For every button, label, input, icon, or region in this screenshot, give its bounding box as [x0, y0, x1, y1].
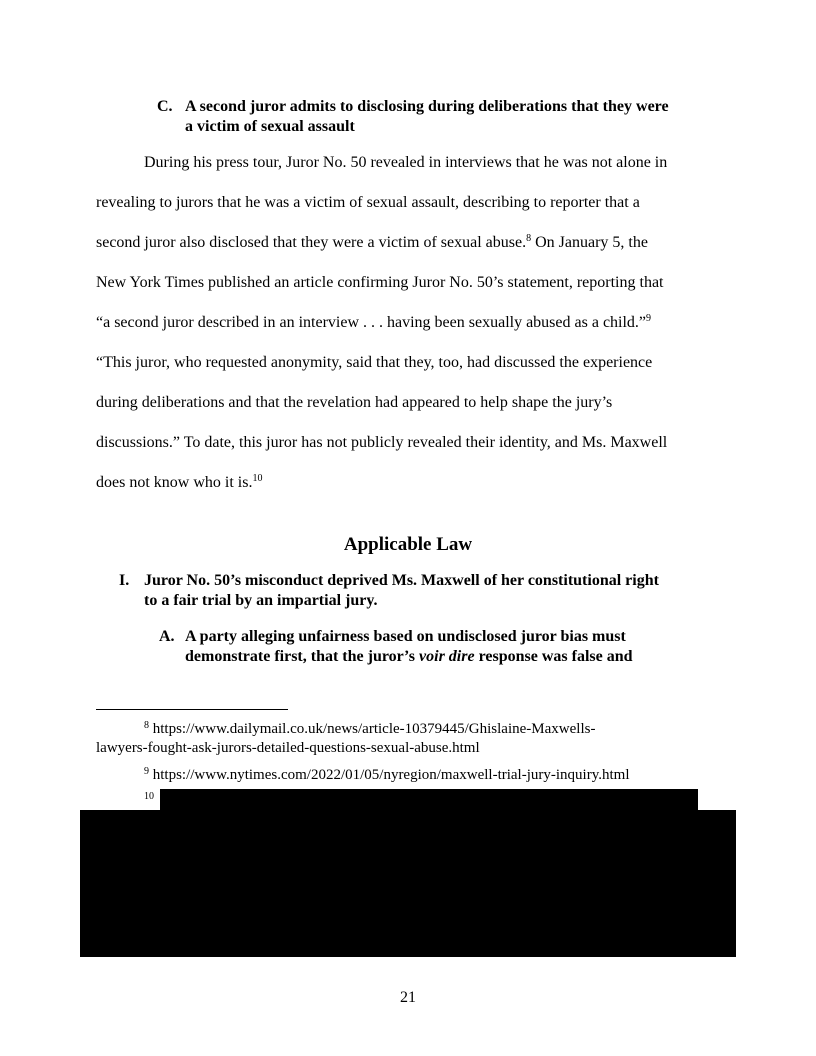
section-c-title-line1: A second juror admits to disclosing during deliberations that they were: [185, 98, 669, 115]
redaction-block-main: [80, 810, 736, 957]
paragraph-line-2: revealing to jurors that he was a victim of sexual assault, describing to reporter that a: [96, 194, 640, 211]
page-number: 21: [400, 989, 416, 1006]
footnote-9-line1: [144, 766, 630, 785]
heading-i: [119, 571, 719, 611]
heading-a-letter: A.: [159, 628, 175, 645]
paragraph-line-8: discussions.” To date, this juror has not publicly revealed their identity, and Ms. Maxwell: [96, 434, 668, 451]
redaction-block-top: [160, 789, 698, 811]
heading-a-line2-pre: demonstrate first, that the juror’s: [185, 648, 420, 665]
paragraph-line-3-tail: On January 5, the: [531, 234, 648, 251]
footnote-ref-9: 9: [646, 313, 652, 324]
heading-a-line2: [159, 647, 719, 667]
paragraph-line-3: [96, 233, 648, 253]
heading-a: [159, 627, 719, 667]
heading-i-line1: Juror No. 50’s misconduct deprived Ms. Maxwell of her constitutional right: [144, 572, 659, 589]
heading-a-line2-italic: voir dire: [419, 648, 475, 665]
footnote-9-link: https://www.nytimes.com/2022/01/05/nyregion/maxwell-trial-jury-inquiry.html: [149, 767, 630, 783]
footnote-ref-8: 8: [526, 233, 532, 244]
footnote-10-number: 10: [144, 791, 154, 802]
footnote-ref-10: 10: [252, 473, 263, 484]
section-c-heading: [157, 97, 730, 137]
footnote-8-number: 8: [144, 720, 149, 731]
heading-i-letter: I.: [119, 572, 130, 589]
paragraph-line-7: during deliberations and that the revelation had appeared to help shape the jury’s: [96, 394, 613, 411]
footnote-separator: [96, 709, 288, 710]
paragraph-line-9-text: does not know who it is.: [96, 474, 253, 491]
footnote-8-line2: lawyers-fought-ask-jurors-detailed-questions-sexual-abuse.html: [96, 740, 480, 756]
heading-a-line1: A party alleging unfairness based on undisclosed juror bias must: [185, 628, 626, 645]
footnote-9-number: 9: [144, 766, 149, 777]
paragraph-line-6: “This juror, who requested anonymity, said that they, too, had discussed the experience: [96, 354, 653, 371]
paragraph-line-3-text: second juror also disclosed that they were a victim of sexual abuse.: [96, 234, 527, 251]
footnote-8-link-part1: https://www.dailymail.co.uk/news/article-10379445/Ghislaine-Maxwells-: [149, 721, 596, 737]
paragraph-line-4: New York Times published an article confirming Juror No. 50’s statement, reporting that: [96, 274, 664, 291]
paragraph-line-1: During his press tour, Juror No. 50 revealed in interviews that he was not alone in: [144, 154, 668, 171]
section-c-letter: C.: [157, 98, 173, 115]
heading-a-line2-post: response was false and: [474, 648, 633, 665]
paragraph-line-9: [96, 473, 262, 493]
paragraph-line-5-text: “a second juror described in an interview . . . having been sexually abused as a child.”: [96, 314, 647, 331]
section-c-title-line2: a victim of sexual assault: [185, 118, 355, 135]
applicable-law-title: Applicable Law: [343, 534, 473, 555]
footnote-8-line1: [144, 720, 595, 739]
heading-i-line2: to a fair trial by an impartial jury.: [144, 592, 378, 609]
paragraph-line-5: [96, 313, 651, 333]
